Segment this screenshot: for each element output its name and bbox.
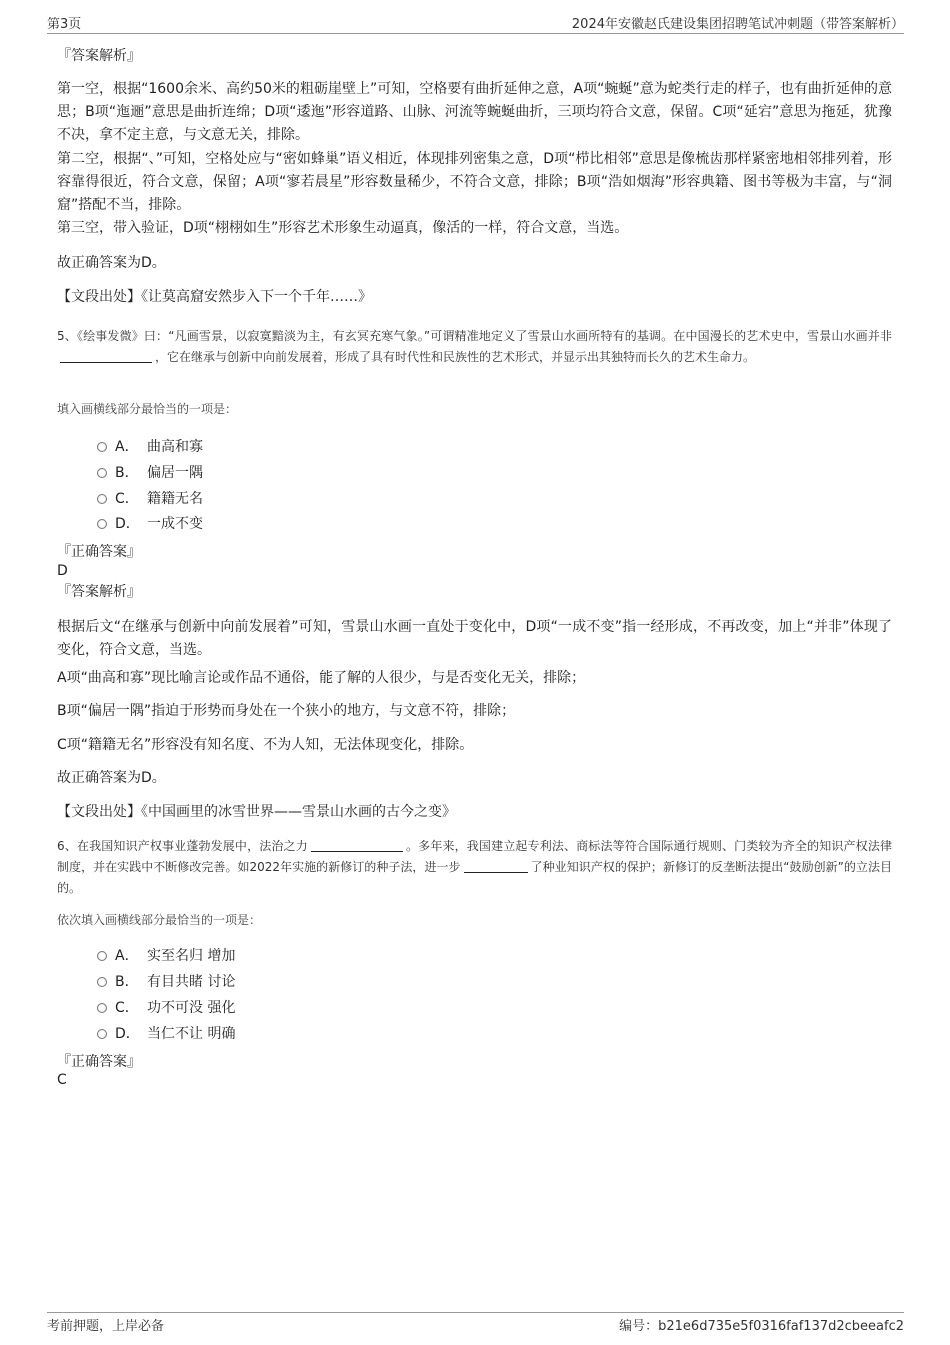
option-letter: B． (115, 465, 139, 481)
radio-icon[interactable] (97, 977, 107, 987)
q5-blank (60, 348, 152, 363)
radio-icon[interactable] (97, 442, 107, 452)
radio-icon[interactable] (97, 519, 107, 529)
q5-option-a[interactable] (97, 436, 203, 458)
page-number: 第3页 (47, 17, 82, 32)
page-footer (47, 1312, 904, 1335)
q6-stem-part-2: 。多年来，我国建立起专利法、商标法等符合国际通行规则、门类较为齐全的知识产权法律制度，并在实践中不断修改完善。如2022年实施的新修订的种子法，进一步 (57, 839, 892, 874)
q5-analysis-paragraph-5: 故正确答案为D。 (57, 770, 166, 786)
page-header (47, 13, 904, 34)
option-text: 功不可没 强化 (147, 1000, 236, 1016)
q5-stem (57, 326, 892, 368)
q4-analysis-paragraph-2: 第二空，根据“、”可知，空格处应与“密如蜂巢”语义相近，体现排列密集之意，D项“栉比相邻”意思是像梳齿那样紧密地相邻排列着，形容靠得很近，符合文意，保留；A项“寥若晨星”形容数量稀少，不符合文意，排除；B项“浩如烟海”形容典籍、图书等极为丰富，与“洞窟”搭配不当，排除。 (57, 151, 892, 213)
option-text: 实至名归 增加 (147, 948, 236, 964)
q6-answer-heading: 『正确答案』 (57, 1054, 141, 1070)
q5-option-b[interactable] (97, 462, 203, 484)
q4-analysis-paragraph-1: 第一空，根据“1600余米、高约50米的粗砺崖壁上”可知，空格要有曲折延伸之意，A项“蜿蜒”意为蛇类行走的样子，也有曲折延伸的意思；B项“迤逦”意思是曲折连绵；D项“逶迤”形容道路、山脉、河流等蜿蜒曲折，三项均符合文意，保留。C项“延宕”意思为拖延，犹豫不决，拿不定主意，与文意无关，排除。 (57, 81, 892, 143)
option-text: 一成不变 (147, 516, 203, 532)
option-letter: B． (115, 974, 139, 990)
option-letter: D． (115, 516, 140, 532)
radio-icon[interactable] (97, 1029, 107, 1039)
q6-stem-part-3: 了种业知识产权的保护；新修订的反垄断法提出“鼓励创新”的立法目的。 (57, 860, 893, 895)
q5-analysis-heading: 『答案解析』 (57, 584, 141, 600)
option-text: 曲高和寡 (147, 439, 203, 455)
q6-option-d[interactable] (97, 1023, 235, 1045)
q5-analysis-paragraph-2: A项“曲高和寡”现比喻言论或作品不通俗，能了解的人很少，与是否变化无关，排除； (57, 670, 586, 686)
option-text: 有目共睹 讨论 (147, 974, 236, 990)
q6-option-a[interactable] (97, 945, 235, 967)
radio-icon[interactable] (97, 951, 107, 961)
option-letter: C． (115, 491, 139, 507)
q5-stem-part-1: 5、《绘事发微》曰：“凡画雪景，以寂寞黯淡为主，有玄冥充寒气象。”可谓精准地定义了雪景山水画所特有的基调。在中国漫长的艺术史中，雪景山水画并非 (57, 329, 892, 343)
q6-instruction: 依次填入画横线部分最恰当的一项是： (57, 913, 262, 927)
q4-analysis-paragraph-4: 故正确答案为D。 (57, 255, 166, 271)
q6-option-c[interactable] (97, 997, 235, 1019)
q5-answer-heading: 『正确答案』 (57, 544, 141, 560)
q5-source: 【文段出处】《中国画里的冰雪世界——雪景山水画的古今之变》 (57, 804, 456, 820)
option-letter: A． (115, 439, 139, 455)
option-text: 当仁不让 明确 (147, 1026, 236, 1042)
option-letter: D． (115, 1026, 140, 1042)
q5-stem-part-2: ，它在继承与创新中向前发展着，形成了具有时代性和民族性的艺术形式，并显示出其独特而长久的艺术生命力。 (155, 350, 756, 364)
q5-analysis-paragraph-3: B项“偏居一隅”指迫于形势而身处在一个狭小的地方，与文意不符，排除； (57, 703, 516, 719)
q4-analysis-heading: 『答案解析』 (57, 48, 141, 64)
option-text: 偏居一隅 (147, 465, 203, 481)
option-letter: C． (115, 1000, 139, 1016)
q6-blank-2 (464, 858, 528, 873)
q5-analysis-paragraph-4: C项“籍籍无名”形容没有知名度、不为人知，无法体现变化，排除。 (57, 737, 474, 753)
q6-answer: C (57, 1072, 67, 1088)
radio-icon[interactable] (97, 468, 107, 478)
footer-slogan: 考前押题，上岸必备 (47, 1319, 165, 1334)
q6-blank-1 (311, 837, 403, 852)
q5-analysis-paragraph-1: 根据后文“在继承与创新中向前发展着”可知，雪景山水画一直处于变化中，D项“一成不变”指一经形成，不再改变，加上“并非”体现了变化，符合文意，当选。 (57, 619, 892, 658)
q6-stem-part-1: 6、在我国知识产权事业蓬勃发展中，法治之力 (57, 839, 308, 853)
option-text: 籍籍无名 (147, 491, 203, 507)
q5-answer: D (57, 563, 68, 579)
option-letter: A． (115, 948, 139, 964)
q5-option-c[interactable] (97, 488, 203, 510)
document-title: 2024年安徽赵氏建设集团招聘笔试冲刺题（带答案解析） (571, 17, 904, 32)
radio-icon[interactable] (97, 1003, 107, 1013)
q5-instruction: 填入画横线部分最恰当的一项是： (57, 402, 238, 416)
q6-stem (57, 836, 892, 899)
q6-option-b[interactable] (97, 971, 235, 993)
radio-icon[interactable] (97, 494, 107, 504)
q4-analysis-paragraph-3: 第三空，带入验证，D项“栩栩如生”形容艺术形象生动逼真，像活的一样，符合文意，当选。 (57, 220, 629, 236)
q5-option-d[interactable] (97, 513, 203, 535)
q4-source: 【文段出处】《让莫高窟安然步入下一个千年……》 (57, 289, 372, 305)
document-id: 编号：b21e6d735e5f0316faf137d2cbeeafc2 (619, 1319, 904, 1334)
